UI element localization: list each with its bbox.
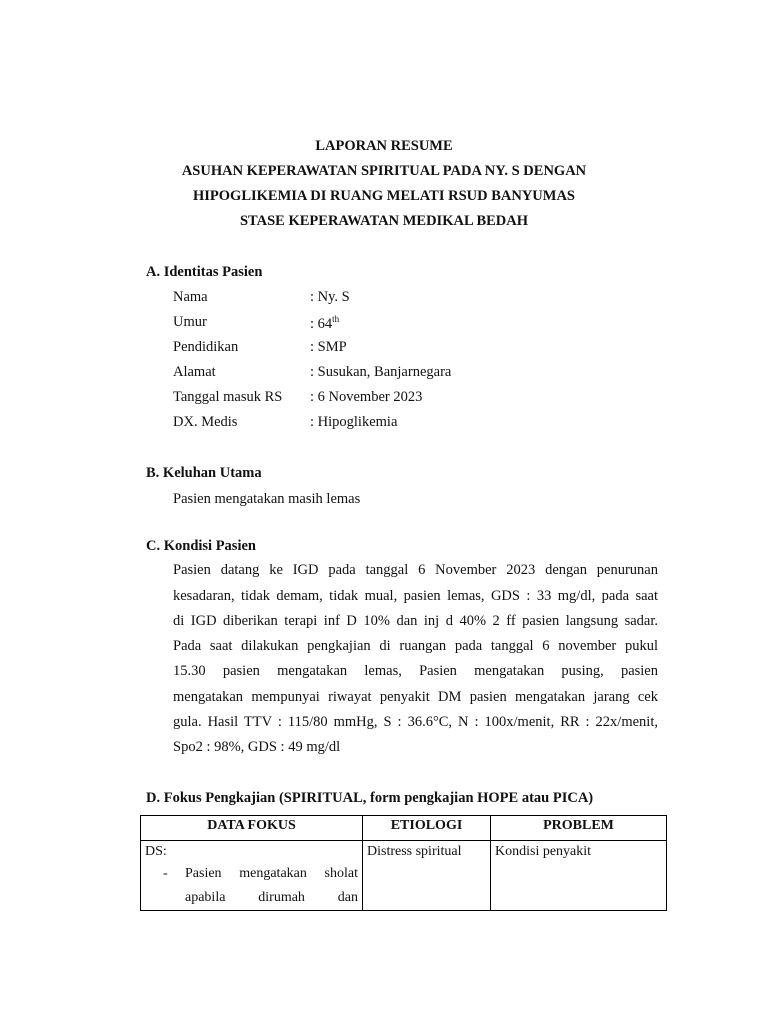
cell-etiologi bbox=[363, 841, 491, 911]
identity-value: : SMP bbox=[310, 339, 347, 355]
identity-label: Nama bbox=[173, 289, 208, 305]
identity-label: Tanggal masuk RS bbox=[173, 389, 283, 405]
problem-text: Kondisi penyakit bbox=[495, 844, 592, 859]
ds-item-line: apabila dirumah dan bbox=[185, 890, 358, 905]
kondisi-line: Spo2 : 98%, GDS : 49 mg/dl bbox=[173, 739, 341, 755]
section-a-heading: A. Identitas Pasien bbox=[146, 264, 263, 280]
fokus-pengkajian-table bbox=[140, 815, 667, 911]
kondisi-line: 15.30 pasien mengatakan lemas, Pasien mengatakan pusing, pasien bbox=[173, 663, 658, 679]
identity-value: : Ny. S bbox=[310, 289, 350, 305]
kondisi-line: mengatakan mempunyai riwayat penyakit DM pasien mengatakan jarang cek bbox=[173, 689, 658, 705]
identity-label: Pendidikan bbox=[173, 339, 239, 355]
age-superscript: th bbox=[332, 314, 340, 324]
cell-data-fokus bbox=[141, 841, 363, 911]
identity-value: : Hipoglikemia bbox=[310, 414, 398, 430]
title-line-1: LAPORAN RESUME bbox=[315, 138, 453, 154]
ds-list-item bbox=[145, 862, 358, 910]
age-value: : 64 bbox=[310, 315, 333, 332]
section-c-heading: C. Kondisi Pasien bbox=[146, 538, 256, 554]
title-line-4: STASE KEPERAWATAN MEDIKAL BEDAH bbox=[239, 213, 529, 229]
identity-label: Alamat bbox=[173, 364, 216, 380]
title-line-2: ASUHAN KEPERAWATAN SPIRITUAL PADA NY. S DENGAN bbox=[181, 163, 587, 179]
title-line-3: HIPOGLIKEMIA DI RUANG MELATI RSUD BANYUMAS bbox=[193, 188, 575, 204]
kondisi-line: gula. Hasil TTV : 115/80 mmHg, S : 36.6°C, N : 100x/menit, RR : 22x/menit, bbox=[173, 714, 658, 730]
cell-problem bbox=[491, 841, 667, 911]
identity-value: : 6 November 2023 bbox=[310, 389, 423, 405]
kondisi-line: di IGD diberikan terapi inf D 10% dan inj d 40% 2 ff pasien langsung sadar. bbox=[173, 613, 658, 629]
header-etiologi: ETIOLOGI bbox=[363, 816, 491, 841]
ds-item-line: Pasien mengatakan sholat bbox=[185, 866, 358, 881]
ds-label: DS: bbox=[145, 844, 167, 859]
header-data-fokus: DATA FOKUS bbox=[141, 816, 363, 841]
kondisi-line: Pasien datang ke IGD pada tanggal 6 November 2023 dengan penurunan bbox=[173, 562, 658, 578]
identity-value: : Susukan, Banjarnegara bbox=[310, 364, 452, 380]
keluhan-utama-text: Pasien mengatakan masih lemas bbox=[173, 491, 361, 507]
identity-label: DX. Medis bbox=[173, 414, 238, 430]
section-d-heading: D. Fokus Pengkajian (SPIRITUAL, form pengkajian HOPE atau PICA) bbox=[146, 790, 594, 806]
identity-label: Umur bbox=[173, 314, 207, 330]
list-dash: - bbox=[163, 866, 168, 881]
section-b-heading: B. Keluhan Utama bbox=[146, 465, 262, 481]
etiologi-text: Distress spiritual bbox=[367, 844, 462, 859]
identity-value bbox=[310, 314, 339, 333]
table-row bbox=[141, 841, 667, 911]
table-header-row bbox=[141, 816, 667, 841]
kondisi-line: kesadaran, tidak demam, tidak mual, pasien lemas, GDS : 33 mg/dl, pada saat bbox=[173, 588, 658, 604]
header-problem: PROBLEM bbox=[491, 816, 667, 841]
kondisi-line: Pada saat dilakukan pengkajian di ruangan pada tanggal 6 november pukul bbox=[173, 638, 658, 654]
